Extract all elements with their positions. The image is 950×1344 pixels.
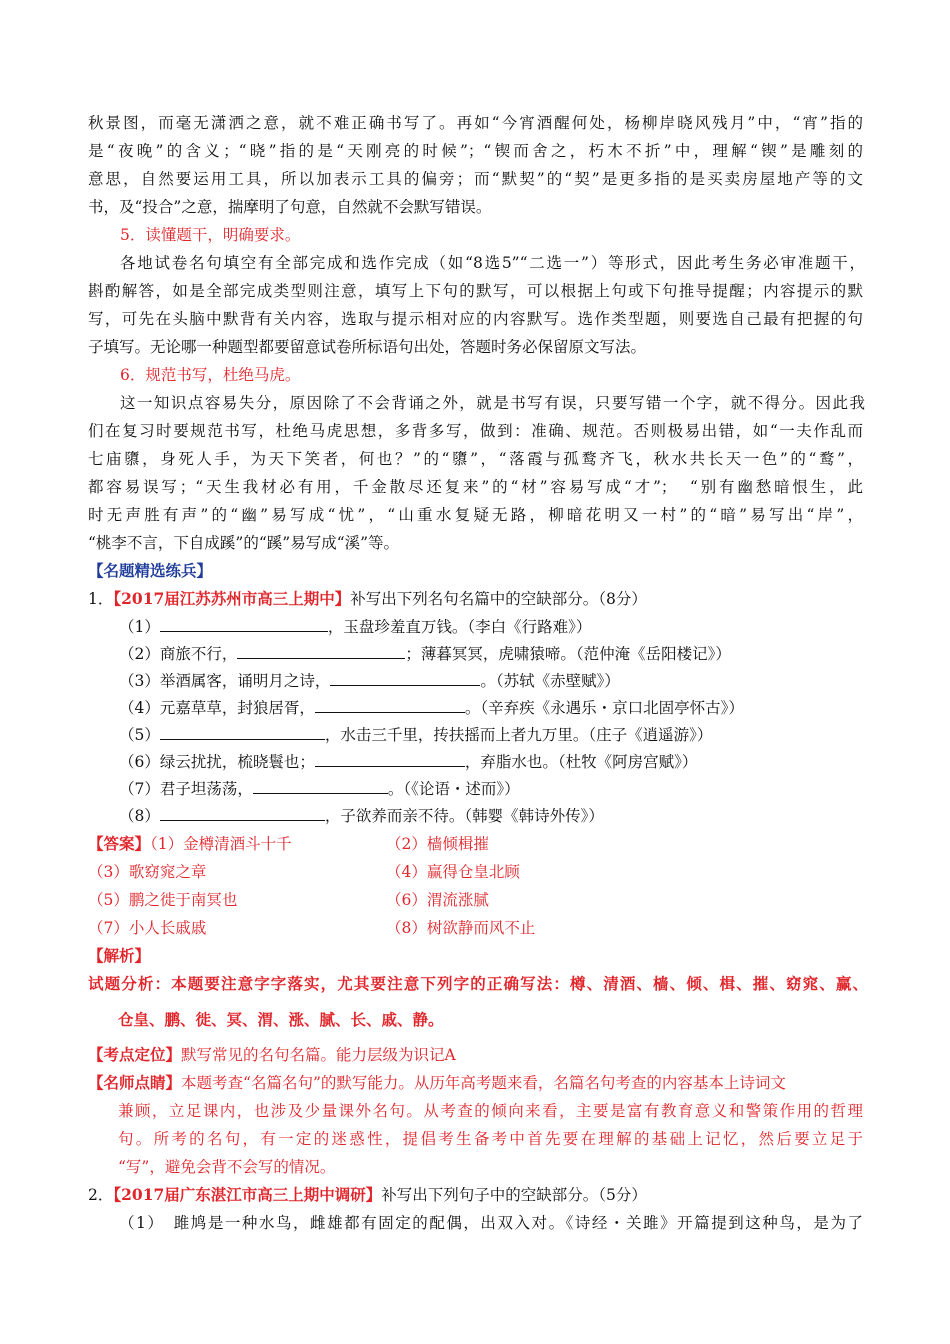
answer-row-1: 【答案】（1）金樽清酒斗十千 [88, 834, 292, 853]
intro-line-3: 意思，自然要运用工具，所以加表示工具的偏旁；而“默契”的“契”是更多指的是买卖房屋地产等的文 [88, 170, 863, 188]
mingshi-line-3: 句。所考的名句，有一定的迷惑性，提倡考生备考中首先要在理解的基础上记忆，然后要立足于 [118, 1130, 863, 1148]
question-1-header [88, 589, 647, 609]
question-source: 【2017届江苏苏州市高三上期中】 [113, 589, 351, 608]
answer-7: （7）小人长戚戚 [88, 919, 207, 937]
answer-blank[interactable] [330, 670, 480, 686]
question-2-header [88, 1185, 647, 1205]
mingshi-line-1: 本题考查“名篇名句”的默写能力。从历年高考题来看，名篇名句考查的内容基本上诗词文 [181, 1074, 786, 1092]
tip6-line-3: 七庙隳，身死人手，为天下笑者，何也？”的“隳”，“落霞与孤鹜齐飞，秋水共长天一色”的“鹜”， [88, 450, 863, 468]
tip6-heading: 6．规范书写，杜绝马虎。 [120, 366, 301, 384]
fill-item-1: （1） ，玉盘珍羞直万钱。（李白《行路难》） [119, 618, 592, 636]
answer-label: 【答案】 [88, 834, 151, 853]
kaodian-text: 默写常见的名句名篇。能力层级为识记A [181, 1046, 456, 1064]
answer-blank[interactable] [315, 751, 465, 767]
answer-5: （5）鹏之徙于南冥也 [88, 891, 238, 909]
tip6-line-6: “桃李不言，下自成蹊”的“蹊”易写成“溪”等。 [88, 534, 400, 552]
tip6-line-4: 都容易误写；“天生我材必有用，千金散尽还复来”的“材”容易写成“才”； “别有幽愁暗恨生，此 [88, 478, 863, 496]
fill-item-2: （2）商旅不行， ；薄暮冥冥，虎啸猿啼。（范仲淹《岳阳楼记》） [119, 645, 731, 663]
tip5-line-4: 子填写。无论哪一种题型都要留意试卷所标语句出处，答题时务必保留原文写法。 [88, 338, 647, 356]
intro-line-2: 是“夜晚”的含义；“晓”指的是“天刚亮的时候”；“锲而舍之，朽木不折”中，理解“锲”是雕刻的 [88, 142, 863, 160]
question-prompt: 补写出下列名句名篇中的空缺部分。（8分） [350, 590, 647, 608]
tip5-heading: 5．读懂题干，明确要求。 [120, 226, 301, 244]
answer-6: （6）渭流涨腻 [386, 891, 489, 909]
answer-2: （2）樯倾楫摧 [386, 835, 489, 853]
question-source: 【2017届广东湛江市高三上期中调研】 [113, 1185, 382, 1204]
fill-item-5: （5） ，水击三千里，抟扶摇而上者九万里。（庄子《逍遥游》） [119, 726, 713, 744]
fill-item-6: （6）绿云扰扰，梳晓鬟也； ，弃脂水也。（杜牧《阿房宫赋》） [119, 753, 698, 771]
mingshi-line-4: “写”，避免会背不会写的情况。 [118, 1158, 336, 1176]
question-prompt: 补写出下列句子中的空缺部分。（5分） [381, 1186, 647, 1204]
kaodian [88, 1045, 456, 1065]
mingshi-label: 【名师点睛】 [88, 1073, 182, 1092]
section-title: 【名题精选练兵】 [88, 561, 213, 580]
fill-item-3: （3）举酒属客，诵明月之诗， 。（苏轼《赤壁赋》） [119, 672, 620, 690]
analysis-line-1: 试题分析：本题要注意字字落实，尤其要注意下列字的正确写法：樽、清酒、樯、倾、楫、摧、窈窕、赢、 [88, 975, 868, 993]
analysis-line-2: 仓皇、鹏、徙、冥、渭、涨、腻、长、戚、静。 [118, 1011, 444, 1029]
question-number: 2． [88, 1186, 114, 1204]
intro-line-4: 书，及“投合”之意，揣摩明了句意，自然就不会默写错误。 [88, 198, 492, 216]
fill-item-4: （4）元嘉草草，封狼居胥， 。（辛弃疾《永遇乐・京口北固亭怀古》） [119, 699, 744, 717]
answer-blank[interactable] [315, 697, 465, 713]
tip5-line-1: 各地试卷名句填空有全部完成和选作完成（如“8选5”“二选一”）等形式，因此考生务必审准题干， [120, 254, 865, 272]
kaodian-label: 【考点定位】 [88, 1045, 182, 1064]
answer-4: （4）赢得仓皇北顾 [386, 863, 520, 881]
answer-blank[interactable] [237, 643, 405, 659]
question-number: 1． [88, 590, 114, 608]
tip6-line-1: 这一知识点容易失分，原因除了不会背诵之外，就是书写有误，只要写错一个字，就不得分。因此我 [120, 394, 865, 412]
intro-line-1: 秋景图，而毫无潇洒之意，就不难正确书写了。再如“今宵酒醒何处，杨柳岸晓风残月”中，“宵”指的 [88, 114, 863, 132]
answer-3: （3）歌窈窕之章 [88, 863, 207, 881]
fill-item-7: （7）君子坦荡荡， 。（《论语・述而》） [119, 780, 520, 798]
answer-blank[interactable] [160, 724, 325, 740]
answer-8: （8）树欲静而风不止 [386, 919, 536, 937]
answer-blank[interactable] [253, 778, 388, 794]
answer-blank[interactable] [160, 805, 325, 821]
tip6-line-2: 们在复习时要规范书写，杜绝马虎思想，多背多写，做到：准确、规范。否则极易出错，如“一夫作乱而 [88, 422, 863, 440]
mingshi [88, 1073, 786, 1093]
mingshi-line-2: 兼顾，立足课内，也涉及少量课外名句。从考查的倾向来看，主要是富有教育意义和警策作用的哲理 [118, 1102, 863, 1120]
tip5-line-2: 斟酌解答，如是全部完成类型则注意，填写上下句的默写，可以根据上句或下句推导提醒；内容提示的默 [88, 282, 863, 300]
tip6-line-5: 时无声胜有声”的“幽”易写成“忧”，“山重水复疑无路，柳暗花明又一村”的“暗”易写出“岸”， [88, 506, 863, 524]
fill-item-8: （8） ，子欲养而亲不待。（韩婴《韩诗外传》） [119, 807, 604, 825]
question-2-item-1: （1） 雎鸠是一种水鸟，雌雄都有固定的配偶，出双入对。《诗经・关雎》开篇提到这种鸟，是为了 [119, 1214, 863, 1232]
tip5-line-3: 写，可先在头脑中默背有关内容，选取与提示相对应的内容默写。选作类型题，则要选自己最有把握的句 [88, 310, 863, 328]
analysis-label: 【解析】 [88, 946, 151, 965]
answer-blank[interactable] [160, 616, 328, 632]
